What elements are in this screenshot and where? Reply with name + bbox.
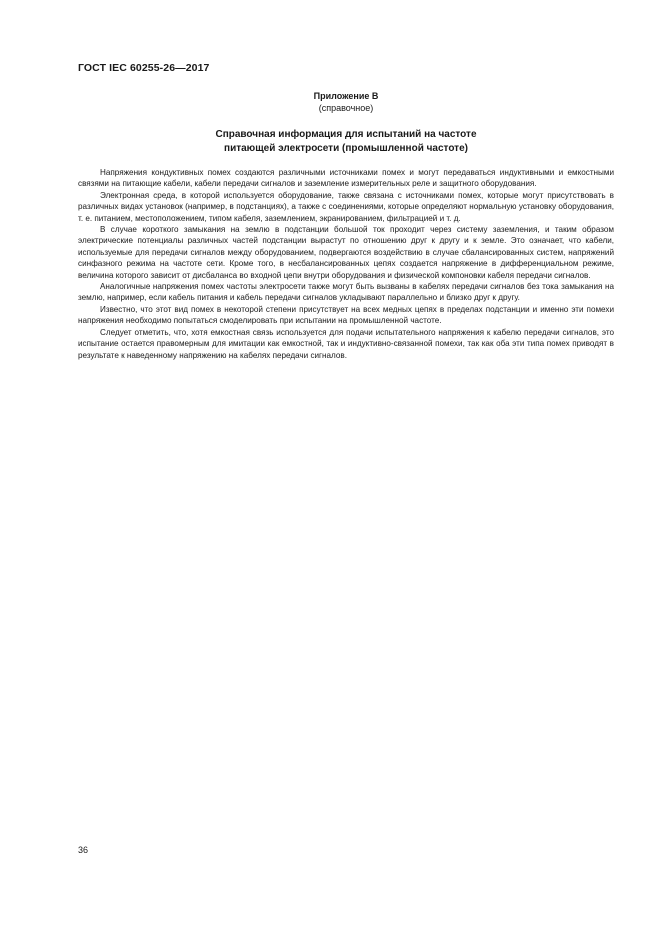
- body-text: [78, 167, 614, 361]
- section-title-line-1: Справочная информация для испытаний на частоте: [215, 129, 477, 140]
- paragraph: Электронная среда, в которой используется оборудование, также связана с источниками помех, которые могут присутствовать в различных видах установок (например, в подстанциях), а также с соединениями, которые определяют нормальную установку оборудования, т. е. питанием, местоположением, типом кабеля, заземлением, экранированием, фильтрацией и т. д.: [78, 190, 614, 223]
- document-code-header: ГОСТ IEC 60255-26—2017: [78, 62, 210, 74]
- paragraph: Напряжения кондуктивных помех создаются различными источниками помех и могут передаваться индуктивными и емкостными связями на питающие кабели, кабели передачи сигналов и заземление измерительных реле и защитного оборудования.: [78, 168, 614, 189]
- paragraph: В случае короткого замыкания на землю в подстанции большой ток проходит через систему заземления, и таким образом электрические потенциалы различных частей подстанции вырастут по отношению друг к другу и к земле. Это означает, что кабели, используемые для передачи сигналов между оборудованием, подвергаются воздействию в случае сбалансированных систем, напряжений синфазного режима на частоте сети. Кроме того, в несбалансированных цепях создается напряжение в дифференциальном режиме, величина которого зависит от дисбаланса во входной цепи внутри оборудования и физической компоновки кабеля передачи сигналов.: [78, 225, 614, 280]
- page-number: 36: [78, 845, 89, 855]
- paragraph: Известно, что этот вид помех в некоторой степени присутствует на всех медных цепях в пределах подстанции и именно эти помехи напряжения необходимо попытаться смоделировать при испытании на промышленной частоте.: [78, 304, 614, 326]
- paragraph: Аналогичные напряжения помех частоты электросети также могут быть вызваны в кабелях передачи сигналов без тока замыкания на землю, например, если кабель питания и кабель передачи сигналов укладывают параллельно и близко друг к другу.: [78, 282, 614, 303]
- annex-heading: [78, 90, 614, 114]
- section-title: [78, 128, 614, 156]
- paragraph: Следует отметить, что, хотя емкостная связь используется для подачи испытательного напряжения к кабелю передачи сигналов, это испытание остается правомерным для имитации как емкостной, так и индуктивно-связанной помехи, так как оба эти типа помех приводят в результате к наведенному напряжению на кабелях передачи сигналов.: [78, 327, 614, 360]
- annex-title: Приложение В: [313, 91, 379, 101]
- annex-kind: (справочное): [318, 103, 374, 113]
- section-title-line-2: питающей электросети (промышленной частоте): [224, 143, 468, 154]
